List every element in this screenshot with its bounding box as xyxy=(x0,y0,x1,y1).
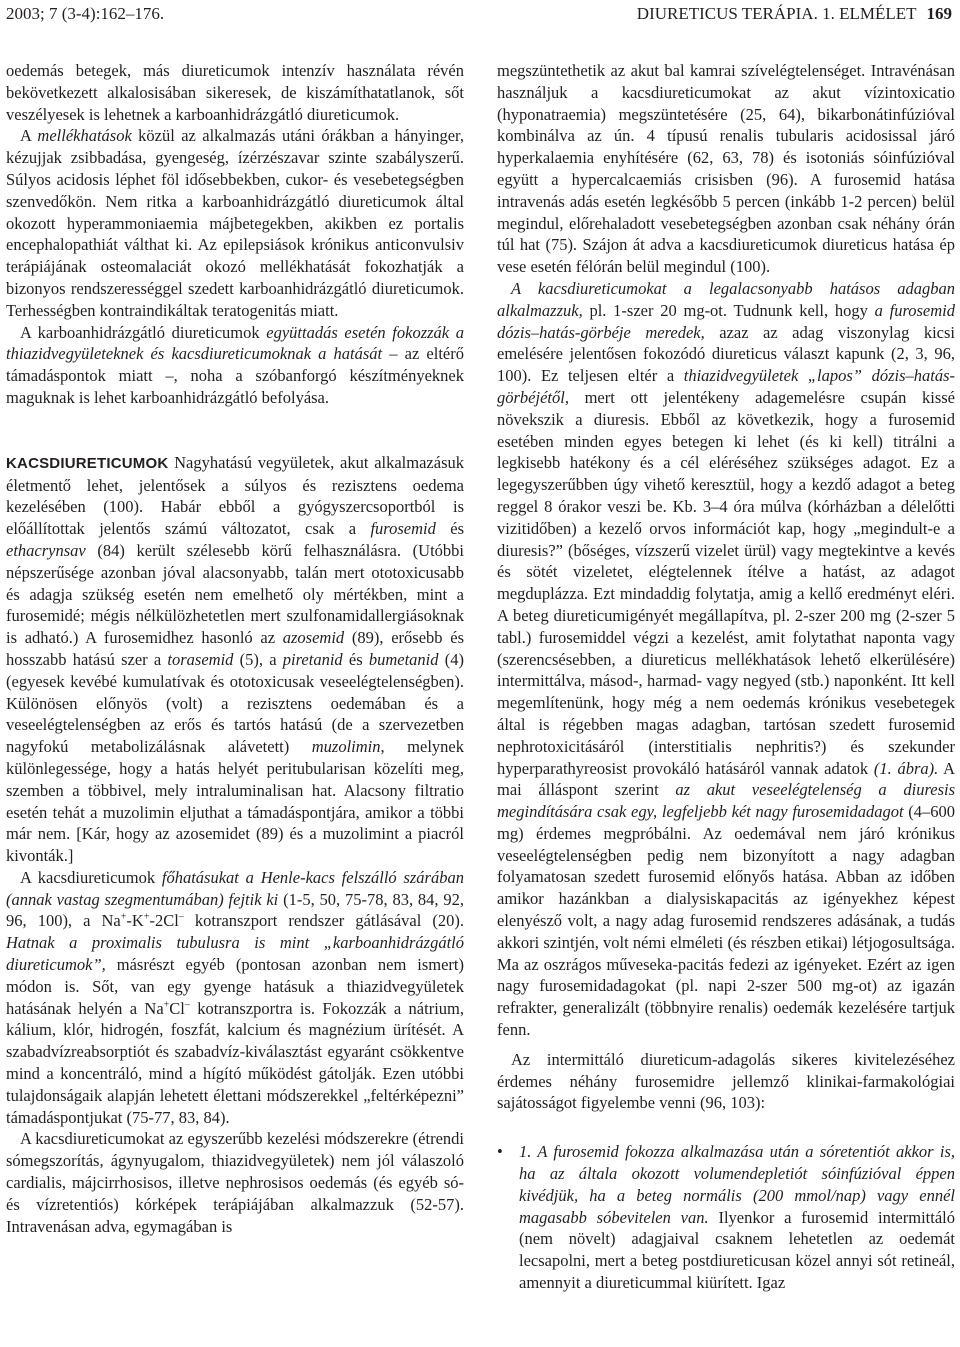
text-run: -2Cl xyxy=(149,911,179,931)
text-run: Ilyenkor a furosemid intermittáló (nem növelt) adagjaival csaknem lehetetlen az oedemát lecsapolni, mert a beteg postdiureticusan közel annyi sót retineál, amennyit a diureticummal kiürített. Igaz xyxy=(519,1207,955,1293)
emphasis: együttadás esetén fokozzák a thiazidvegyületeknek és kacsdiureticumoknak a hatását xyxy=(6,322,464,364)
text-run: (5), a xyxy=(233,649,283,669)
drug-name: ethacrynsav xyxy=(6,540,86,560)
text-run: pl. 1-szer 20 mg-ot. Tudnunk kell, hogy xyxy=(582,300,875,320)
section-heading: KACSDIURETICUMOK xyxy=(6,454,169,472)
drug-name: bumetanid xyxy=(368,649,439,669)
drug-name: piretanid xyxy=(282,649,343,669)
text-run: A kacsdiureticumok xyxy=(20,867,162,887)
paragraph-side-effects xyxy=(6,125,464,321)
superscript: – xyxy=(184,999,190,1011)
paragraph-intermittent: Az intermittáló diureticum-adagolás sikeres kivitelezéséhez érdemes néhány furosemidre jellemző klinikai-farmakológiai sajátosságot figyelembe venni (96, 103): xyxy=(497,1049,955,1113)
text-run: Cl xyxy=(169,998,185,1018)
text-run: – az eltérő támadáspontok miatt –, noha a szóbanforgó készítményeknek maguknak is lehet karboanhidrázgátló befolyása. xyxy=(6,344,464,407)
superscript: – xyxy=(178,911,184,923)
figure-reference: (1. ábra). xyxy=(873,758,939,778)
emphasis: a furosemid dózis–hatás-görbéje meredek, xyxy=(497,300,956,342)
paragraph-mechanism xyxy=(6,867,464,1129)
right-column xyxy=(497,60,955,1294)
text-run: (1-5, 50, 75-78, 83, 84, 92, 96, 100), a Na xyxy=(6,889,464,931)
running-title: DIURETICUS TERÁPIA. 1. ELMÉLET xyxy=(636,4,917,23)
text-run: -K xyxy=(126,911,144,931)
text-run: mert ott jelentékeny adagemelésre csupán kissé növekszik a diuresis. Ebből az következik, hogy a furosemid esetében minden egyes betegen ki lehet (és ki kell) titrálni a legkisebb hatékony és a cél eléréséhez szükséges adagot. Ez a legegyszerűbben úgy vihető keresztül, hogy a kezdő adagot a beteg reggel 8 órakor veszi be. Kb. 3–4 óra múlva (kórházban a délelőtti vizitidőben) a kezelő orvos információt kap, hogy „megindult-e a diuresis?” (bőséges, vízszerű vizelet ürül) vagy megtekintve a kevés és sötét vizeletet, elégtelennek ítélve a hatást, az adagot megduplázza. Ezt mindaddig folytatja, amig a kellő eredményt eléri. A beteg diureticumigényét megállapítva, pl. 2-szer 200 mg (2-szer 5 tabl.) furosemiddel végzi a kezelést, amit folytathat naponta vagy (szerencsésebben, a diureticus mellékhatások lehető elkerülésére) intermittálva, másod-, harmad- vagy negyed (stb.) naponként. Itt kell megemlítenünk, hogy még a nem oedemás krónikus vesebetegek által is régebben magas adagban, tartósan szedett furosemid nephrotoxicitásáról (interstitialis nephritis?) és szekunder hyperparathyreosist provokáló hatásáról vannak adatok xyxy=(497,387,955,778)
running-header xyxy=(6,4,952,28)
page-number: 169 xyxy=(926,4,952,23)
text-run: (4–600 mg) érdemes megpróbálni. Az oedemával nem járó krónikus veseelégtelenségben pedig nem bizonyított a nagy adagban folyamatosan szedett furosemid előnyős hatása. Abban az időben amikor hazánkban a dialysiskapacitás az igényekhez képest elenyésző volt, a nagy adag furosemid rendszeres adásának, a tudás akkori szintjén, volt némi elméleti (és részben etikai) létjogosultsága. Ma az oszrágos műveseka-pacitás fedezi az igényeket. Ezért az igen nagy furosemidadagokat (pl. napi 2-szer 500 mg-ot) az igazán refrakter, generalizált (többnyire renalis) oedemák kezelésére tartjuk fenn. xyxy=(497,802,955,1040)
text-run: (89), erősebb és hosszabb hatású szer a xyxy=(6,628,464,669)
list-item-text xyxy=(519,1141,955,1294)
paragraph-combination xyxy=(6,322,464,409)
text-run: (84) került szélesebb körű felhasználásra. (Utóbbi népszerűsége azonban jóval alacsonyabb, talán mert ototoxicusabb és adagja szükség esetén nem emelhető oly mértékben, mint a furosemidé; mégis nélkülözhetetlen mert szulfonamidallergiásoknak is adható.) A furosemidhez hasonló az xyxy=(6,540,464,648)
emphasis: thiazidvegyületek „lapos” dózis–hatás-görbéjétől, xyxy=(497,366,955,407)
paragraph-indications: A kacsdiureticumokat az egyszerűbb kezelési módszerekre (étrendi sómegszorítás, ágynyugalom, thiazidvegyületek) nem jól válaszoló cardialis, májcirrhosisos, illetve nephrosisos oedemás (és egyéb só- és vízretentiós) kórképek terápiájában alkalmazzuk (52-57). Intravenásan adva, egymagában is xyxy=(6,1129,464,1236)
paragraph-loop-diuretics xyxy=(6,452,464,867)
text-run: A mai álláspont szerint xyxy=(497,758,955,800)
superscript: + xyxy=(163,999,170,1011)
superscript: + xyxy=(143,911,150,923)
text-run: kotranszport rendszer gátlásával (20). xyxy=(183,911,464,931)
header-right xyxy=(637,4,952,24)
paragraph: oedemás betegek, más diureticumok intenzív használata révén bekövetkezett alkalosisában sikeresek, de kiszámíthatatlanok, sőt veszélyesek is lehetnek a karboanhidrázgátló diureticumok. xyxy=(6,61,464,124)
emphasis: mellékhatások xyxy=(37,126,132,146)
bullet-icon: • xyxy=(497,1142,503,1162)
list-item xyxy=(497,1141,955,1294)
text-run: , melynek különlegessége, hogy a hatás helyét peritubularisan közelíti meg, szemben a többivel, mely intraluminalisan hat. Alacsony filtratio esetén tehát a muzolimin eljuthat a támadáspontjára, amikor a többi már nem. [Kár, hogy az azosemidet (89) és a muzolimint a piacról kivonták.] xyxy=(6,737,464,866)
text-run: és xyxy=(342,649,369,669)
text-run: Nagyhatású vegyületek, akut alkalmazásuk életmentő lehet, jelentősek a súlyos és rezisztens oedema kezelésében (100). Habár ebből a gyógyszercsoportból is előállítottak jelentős számú változatot, csak a xyxy=(6,452,464,539)
emphasis: az akut veseelégtelenség a diuresis megindítására csak egy, legfeljebb két nagy furosemidadagot xyxy=(497,780,956,822)
text-run: A xyxy=(20,126,38,146)
text-run: másrészt egyéb (pontosan azonban nem ismert) módon is. Sőt, van egy gyenge hatásuk a thiazidvegyületek hatásának helyén a Na xyxy=(6,955,464,1018)
text-run: kotranszportra is. Fokozzák a nátrium, kálium, klór, hidrogén, foszfát, kalcium és magnézium ürítését. A szabadvízreabsorptiót és szabadvíz-kiválasztást egyaránt csökkentve mind a koncentráló, mind a hígító működést gátolják. Ezen utóbbi tulajdonságaik alapján lehetett élettani módszerekkel „feltérképezni” támadáspontjukat (75-77, 83, 84). xyxy=(6,998,464,1127)
drug-name: torasemid xyxy=(167,649,234,669)
emphasis: 1. A furosemid fokozza alkalmazása után a sóretentiót akkor is, ha az általa okozott volumendepletiót sóinfúzióval éppen kivédjük, ha a beteg normális (200 mmol/nap) vagy ennél magasabb sóbevitelen van. xyxy=(519,1142,955,1227)
citation: 2003; 7 (3-4):162–176. xyxy=(6,4,165,23)
paragraph-dosing xyxy=(497,278,955,1041)
drug-name: furosemid xyxy=(370,519,436,539)
superscript: + xyxy=(120,911,127,923)
drug-name: azosemid xyxy=(282,628,345,648)
text-run: közül az alkalmazás utáni órákban a hányinger, kézujjak zsibbadása, gyengeség, ízérzészavar szinte szabályszerű. Súlyos acidosis léphet föl idősebbekben, cukor- és vesebetegségben szenvedőkön. Nem ritka a karboanhidrázgátló diureticumok által okozott hyperammoniaemia májbetegekben, akikben ez portalis encephalopathiát válthat ki. Az epilepsiások krónikus anticonvulsiv terápiájának osteomalaciát okozó mellékhatását fokozhatják a bizonyos rendszerességgel szedett karboanhidrázgátló diureticumok. Terhességben kontraindikáltak teratogenitás miatt. xyxy=(6,126,464,320)
emphasis: Hatnak a proximalis tubulusra is mint „karboanhidrázgátló diureticumok”, xyxy=(6,933,464,975)
drug-name: muzolimin xyxy=(311,737,381,757)
text-run: A karboanhidrázgátló diureticumok xyxy=(20,322,267,342)
text-run: azaz az adag viszonylag kicsi emelésére jelentősen fokozódó diureticus választ kapunk (2, 3, 96, 100). Ez teljesen eltér a xyxy=(497,322,955,386)
emphasis: főhatásukat a Henle-kacs felszálló szárában (annak vastag szegmentumában) fejtik ki xyxy=(6,867,464,909)
text-run: (4) (egyesek kevébé kumulatívak és ototoxicusak veseelégtelenségben). Különösen előnyös (volt) a rezisztens oedemában és a veseelégtelenségben az erős és tartós hatású (de a szervezetben nagyfokú metabolizálásnak alávetett) xyxy=(6,649,464,757)
emphasis: A kacsdiureticumokat a legalacsonyabb hatásos adagban alkalmazzuk, xyxy=(497,278,955,320)
text-run: és xyxy=(435,519,464,539)
left-column xyxy=(6,60,464,1237)
paragraph: megszüntethetik az akut bal kamrai szívelégtelenséget. Intravénásan használjuk a kacsdiureticumokat az akut vízintoxicatio (hyponatraemia) megszüntetésére (25, 64), bikarbonátinfúzióval kombinálva az ún. 4 típusú renalis tubularis acidosissal járó hyperkalaemia enyhítésére (62, 63, 78) és isotoniás sóinfúzióval együtt a hypercalcaemiás crisisben (96). A furosemid hatása intravenás adás esetén legkésőbb 5 percen (inkább 1-2 percen) belül megindul, előrehaladott vesebetegségben azonban csak néhány órán túl hat (75). Szájon át adva a kacsdiureticumok diureticus hatása ép vese esetén félórán belül megindul (100). xyxy=(497,61,955,277)
